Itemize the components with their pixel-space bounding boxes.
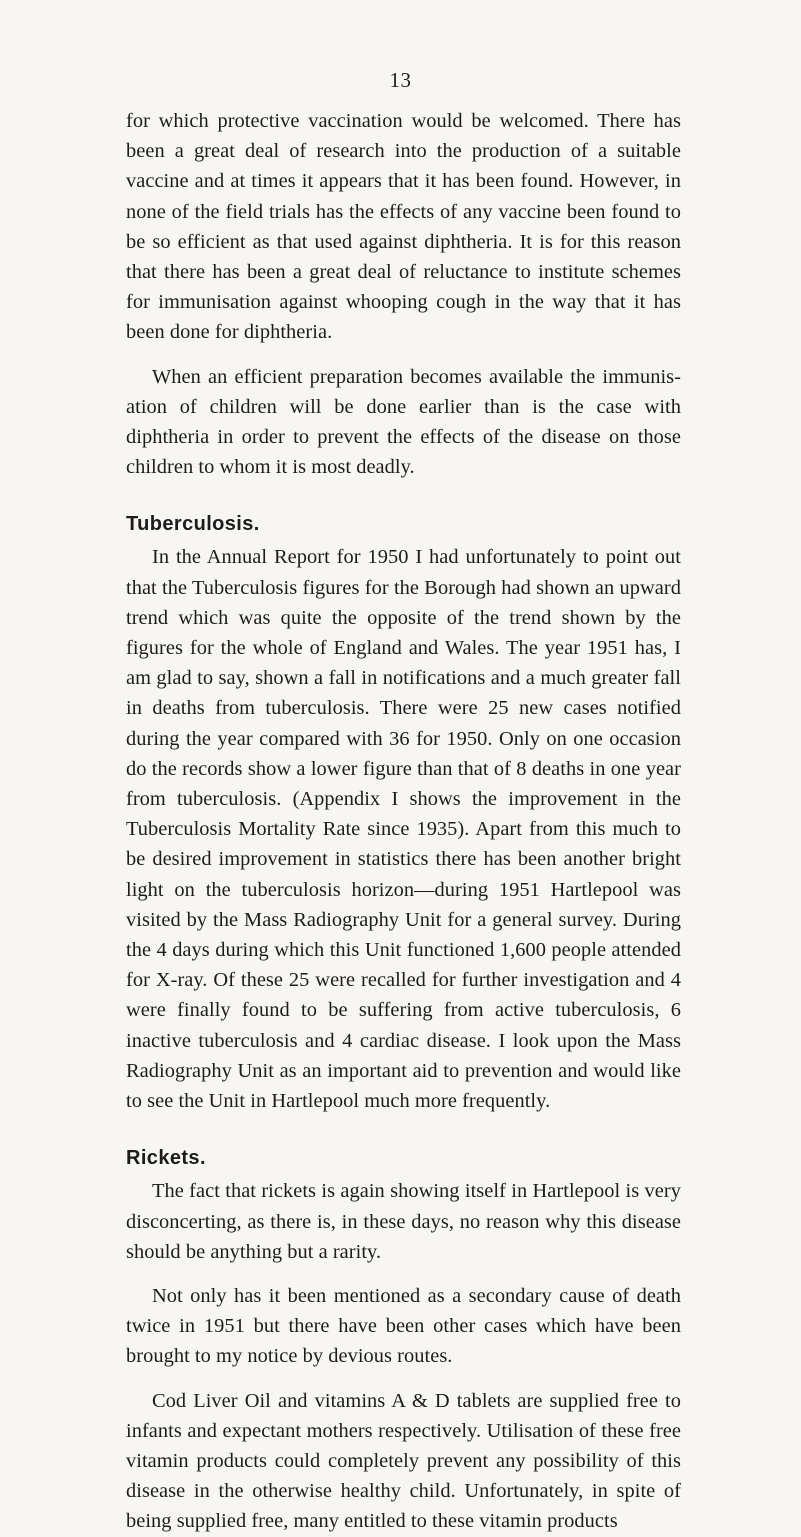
rickets-paragraph: Cod Liver Oil and vitamins A & D tablets are supplied free to infants and expectant mothers respectively. Utilisation of these free vitamin products could completely prevent any possibility of this disease in the otherwise healthy child. Unfortunately, in spite of being supplied free, many entitled to these vitamin products xyxy=(126,1389,681,1533)
page-number: 13 xyxy=(389,68,412,92)
rickets-heading: Rickets. xyxy=(126,1147,206,1170)
rickets-paragraph: Not only has it been mentioned as a secondary cause of death twice in 1951 but there have been other cases which have been brought to my notice by devious routes. xyxy=(126,1284,681,1368)
rickets-paragraph: The fact that rickets is again showing itself in Hartlepool is very disconcerting, as there is, in these days, no reason why this disease should be anything but a rarity. xyxy=(126,1180,681,1263)
tuberculosis-paragraph: In the Annual Report for 1950 I had unfortunately to point out that the Tuberculosis figures for the Borough had shown an upward trend which was quite the opposite of the trend shown by the figures for the whole of England and Wales. The year 1951 has, I am glad to say, shown a fall in notifications and a much greater fall in deaths from tuberculosis. There were 25 new cases notified during the year compared with 36 for 1950. Only on one occasion do the records show a lower figure than that of 8 deaths in one year from tuberculosis. (Appendix I shows the improvement in the Tuberculosis Mortality Rate since 1935). Apart from this much to be desired improvement in statistics there has been another bright light on the tuberculosis horizon—during 1951 Hartlepool was visited by the Mass Radiography Unit for a general survey. During the 4 days during which this Unit functioned 1,600 people attended for X-ray. Of these 25 were recalled for further investigation and 4 were finally found to be suffering from active tuberculosis, 6 inactive tuberculosis and 4 cardiac disease. I look upon the Mass Radiography Unit as an important aid to prevention and would like to see the Unit in Hartlepool much more frequently. xyxy=(126,546,681,1113)
page-body xyxy=(126,106,681,1537)
tuberculosis-heading: Tuberculosis. xyxy=(126,513,260,536)
intro-paragraph: for which protective vaccination would be welcomed. There has been a great deal of research into the production of a suitable vaccine and at times it appears that it has been found. However, in none of the field trials has the effects of any vaccine been found to be so efficient as that used against diphtheria. It is for this reason that there has been a great deal of reluctance to institute schemes for immunisation against whooping cough in the way that it has been done for diphtheria. xyxy=(126,110,681,344)
intro-paragraph: When an efficient preparation becomes available the immunis- ation of children will be done earlier than is the case with diphtheria in order to prevent the effects of the disease on those children to whom it is most deadly. xyxy=(126,365,681,479)
